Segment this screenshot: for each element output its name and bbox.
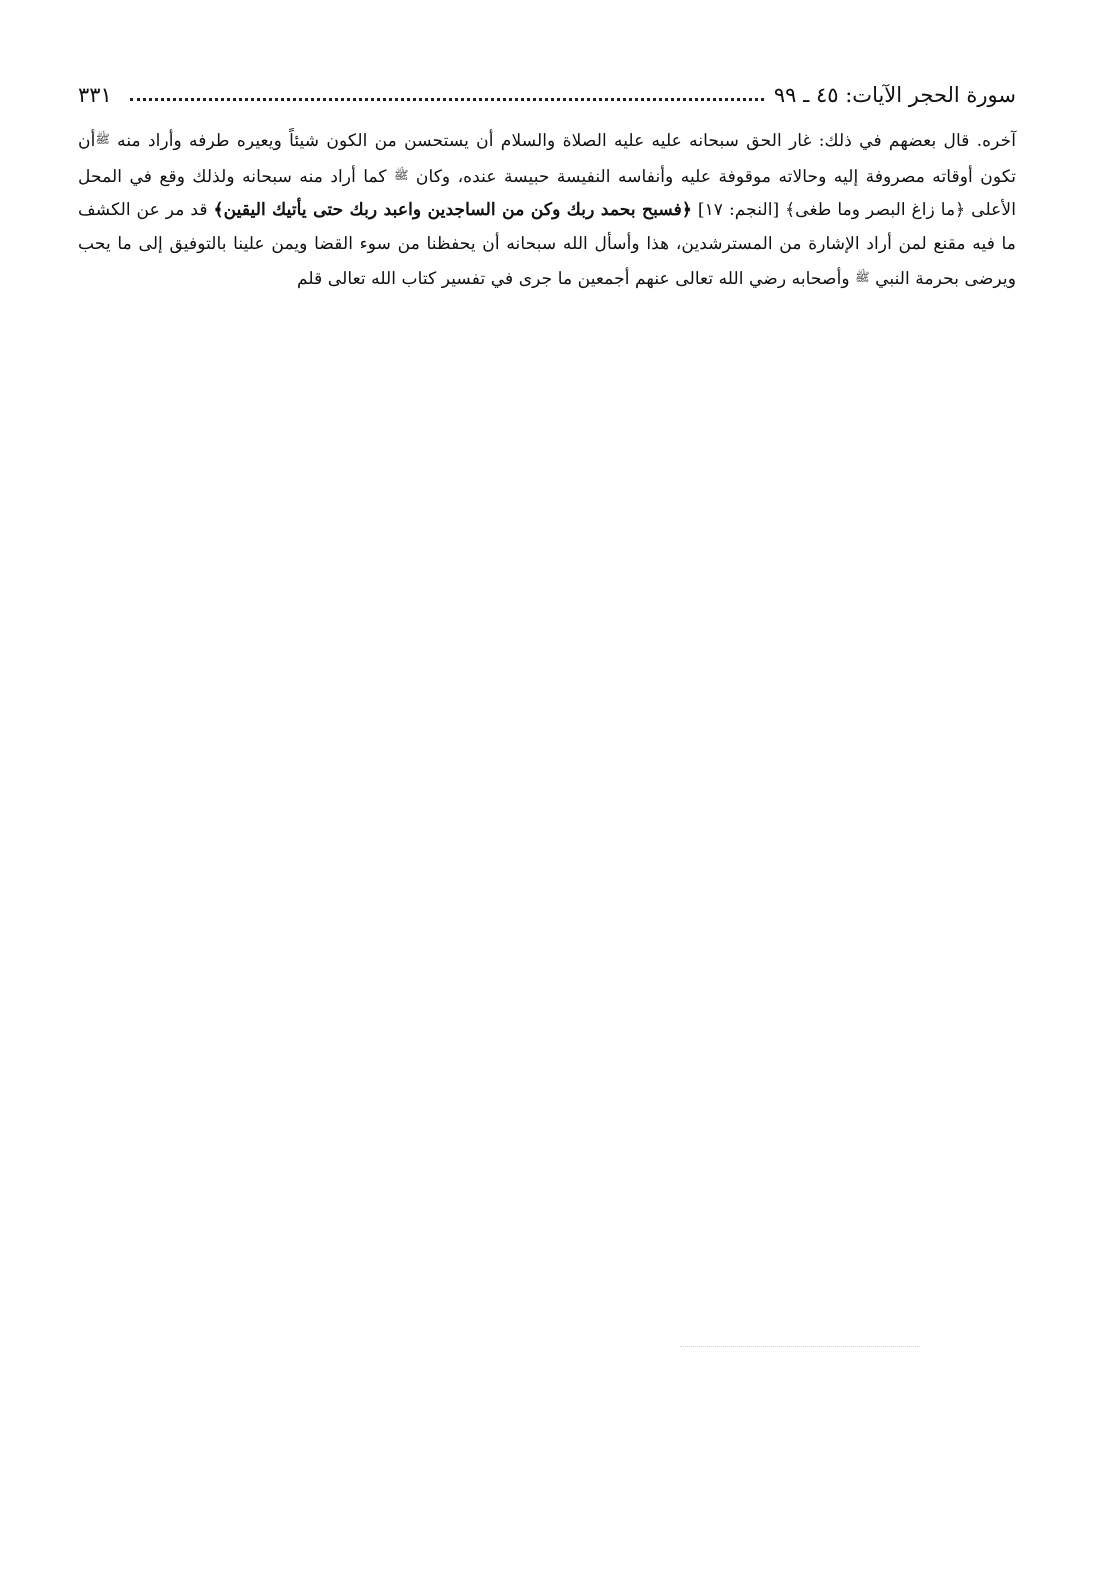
honorific-symbol: ﷺ: [855, 270, 870, 284]
surah-verse-range: سورة الحجر الآيات: ٤٥ ـ ٩٩: [773, 83, 1016, 107]
honorific-symbol: ﷺ: [394, 167, 409, 182]
scan-speckle: [680, 1346, 920, 1349]
quran-quote-bold: ﴿فسبح بحمد ربك وكن من الساجدين واعبد ربك حتى يأتيك اليقين﴾: [213, 200, 692, 220]
body-text-segment: أن تكون أوقاته مصروفة إليه وحالاته موقوفة عليه وأنفاسه النفيسة حبيسة عنده، وكان: [78, 131, 1016, 187]
tafsir-paragraph: [78, 123, 1016, 297]
page-number: ٣٣١: [78, 83, 112, 107]
citation: [النجم: ١٧]: [691, 200, 786, 220]
body-text-segment: وأصحابه رضي الله تعالى عنهم أجمعين ما جرى في تفسير كتاب الله تعالى قلم: [296, 269, 856, 289]
body-text-segment: آخره. قال بعضهم في ذلك: غار الحق سبحانه عليه عليه الصلاة والسلام أن يستحسن من الكون شيئاً ويعيره طرفه وأراد منه: [109, 131, 1016, 151]
body-text-segment: قد مر عن الكشف ما فيه مقنع لمن أراد الإشارة من المسترشدين، هذا وأسأل الله سبحانه أن يحفظنا من سوء القضا ويمن علينا بالتوفيق إلى ما يحب ويرضى بحرمة النبي: [78, 200, 1016, 289]
header-dot-leader: [130, 98, 764, 101]
honorific-symbol: ﷺ: [95, 132, 110, 146]
running-header: [78, 70, 1016, 110]
body-text-segment: كما أراد منه سبحانه ولذلك وقع في المحل الأعلى: [78, 166, 1017, 220]
quran-quote: ﴿ما زاغ البصر وما طغى﴾: [785, 200, 966, 220]
